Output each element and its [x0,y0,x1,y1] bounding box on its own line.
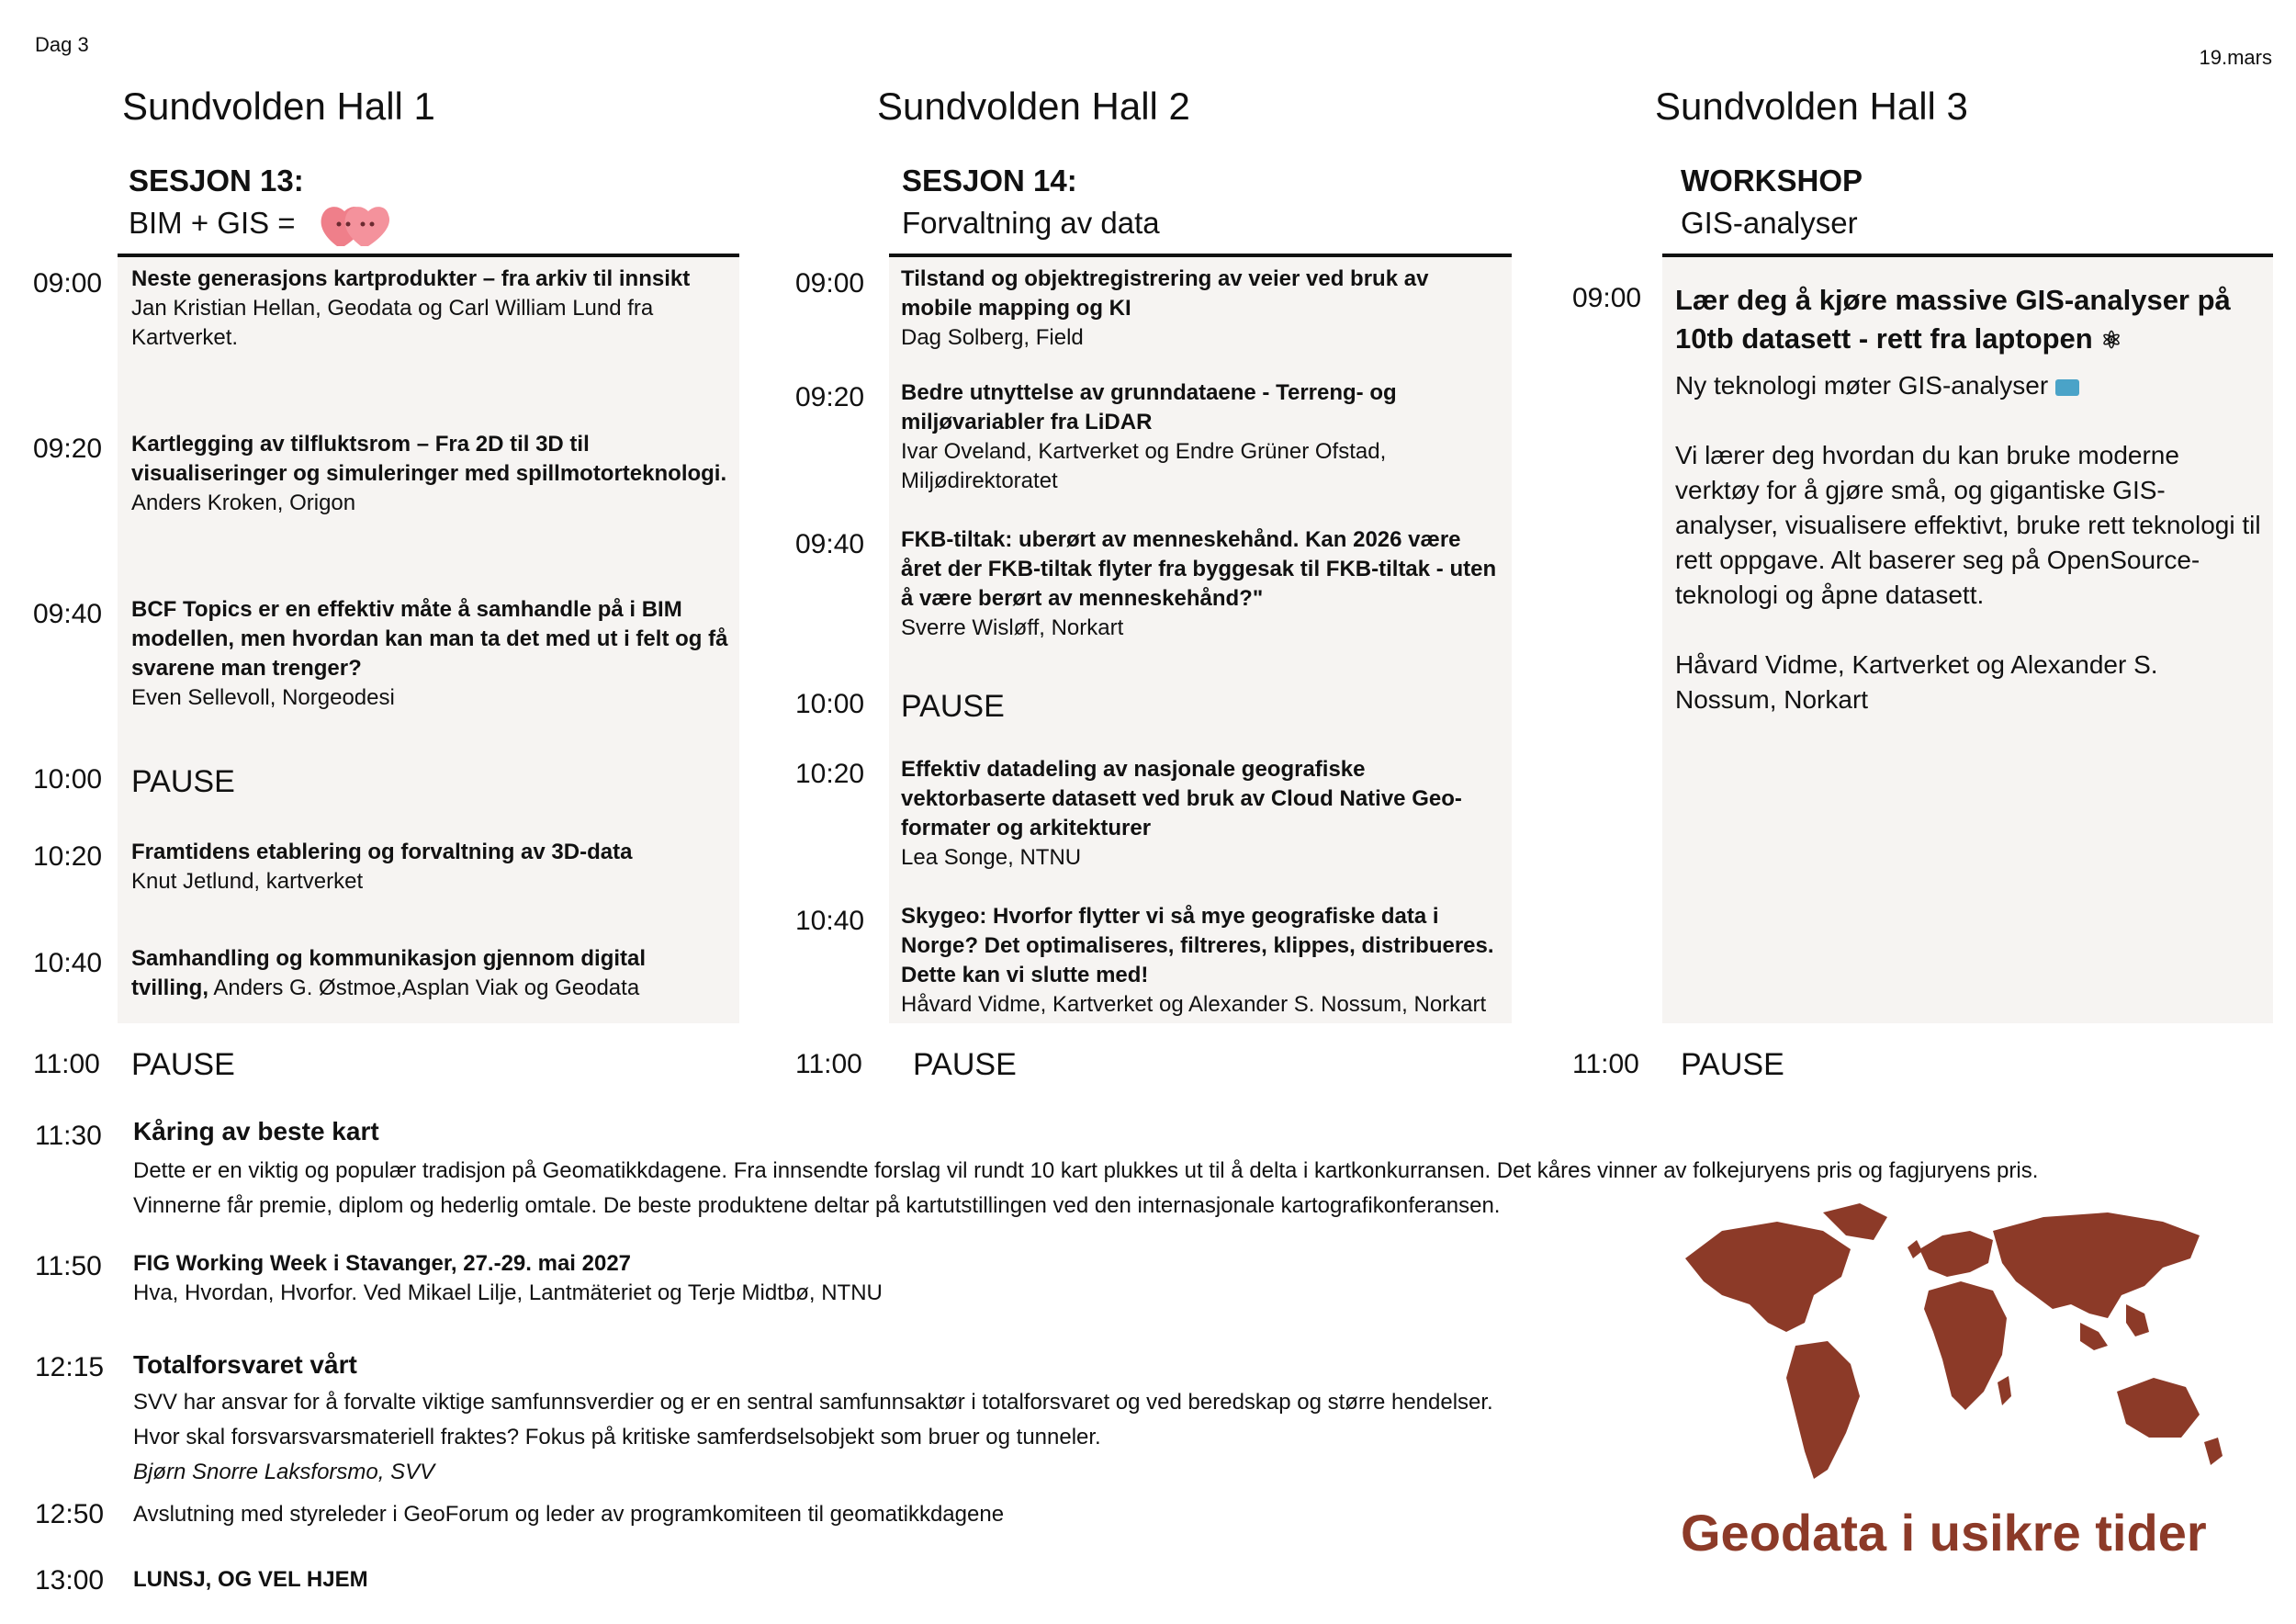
talk-title: Kartlegging av tilfluktsrom – Fra 2D til 3D til visualiseringer og simuleringer med spillmotorteknologi. [131,432,727,486]
workshop-talk-title-text: Lær deg å kjøre massive GIS-analyser på 10tb datasett - rett fra laptopen [1675,284,2231,355]
h1-time-1040: 10:40 [33,948,103,978]
workshop-subtitle-text: Ny teknologi møter GIS-analyser [1675,371,2049,400]
session-13-code: SESJON 13: [129,164,304,197]
h1-time-1100: 11:00 [33,1049,100,1079]
h1-talk-2 [131,430,728,518]
talk-speakers: Ivar Oveland, Kartverket og Endre Grüner Ofstad, Miljødirektoratet [901,439,1387,493]
h1-time-0920: 09:20 [33,434,103,464]
workshop-description: Vi lærer deg hvordan du kan bruke moderne verktøy for å gjøre små, og gigantiske GIS-analyser, visualisere effektivt, bruke rett teknologi til rett oppgave. Alt baserer seg på OpenSource-teknologi og åpne datasett. [1675,441,2261,609]
talk-speakers: Even Sellevoll, Norgeodesi [131,685,395,710]
h2-talk-2 [901,378,1503,496]
h1-talk-4 [131,838,728,897]
talk-speakers: Dag Solberg, Field [901,325,1084,350]
h2-time-1000: 10:00 [795,689,865,719]
h2-pause-1100: PAUSE [913,1047,1017,1082]
h2-time-0900: 09:00 [795,268,865,299]
hall-2-name: Sundvolden Hall 2 [877,85,1190,128]
h1-time-0940: 09:40 [33,599,103,629]
plenary-title: FIG Working Week i Stavanger, 27.-29. mai 2027 [133,1251,632,1276]
h2-talk-4 [901,755,1503,873]
h2-time-0940: 09:40 [795,529,865,559]
h1-time-0900: 09:00 [33,268,103,299]
talk-speakers: Håvard Vidme, Kartverket og Alexander S. Nossum, Norkart [901,992,1487,1017]
session-13-title: BIM + GIS = [129,206,296,240]
h2-time-0920: 09:20 [795,382,865,412]
hall-3-name: Sundvolden Hall 3 [1655,85,1968,128]
talk-speakers: Anders G. Østmoe,Asplan Viak og Geodata [208,976,640,1000]
h2-time-1100: 11:00 [795,1049,862,1079]
talk-title: FKB-tiltak: uberørt av menneskehånd. Kan 2026 være året der FKB-tiltak flyter fra byggesak til FKB-tiltak - uten å være berørt av menneskehånd?" [901,527,1497,611]
talk-speakers: Lea Songe, NTNU [901,845,1082,870]
plenary-line: SVV har ansvar for å forvalte viktige samfunnsverdier og er en sentral samfunnsaktør i totalforsvaret og ved beredskap og større hendelser. [133,1390,1493,1415]
plenary-line: Hvor skal forsvarsvarsmateriell fraktes? Fokus på kritiske samferdselsobjekt som bruer og tunneler. [133,1425,1101,1449]
h1-talk-3 [131,595,728,713]
h1-time-1000: 10:00 [33,764,103,795]
h1-time-1020: 10:20 [33,841,103,872]
plenary-title: Totalforsvaret vårt [133,1350,357,1379]
talk-title: BCF Topics er en effektiv måte å samhandle på i BIM modellen, men hvordan kan man ta det med ut i felt og få svarene man trenger? [131,597,728,681]
h2-pause-1000: PAUSE [901,689,1005,724]
plenary-line: Hva, Hvordan, Hvorfor. Ved Mikael Lilje, Lantmäteriet og Terje Midtbø, NTNU [133,1280,883,1305]
h2-talk-1 [901,265,1503,353]
h2-talk-3 [901,525,1503,643]
talk-title: Framtidens etablering og forvaltning av 3D-data [131,840,633,864]
talk-title: Effektiv datadeling av nasjonale geografiske vektorbaserte datasett ved bruk av Cloud Native Geo-formater og arkitekturer [901,757,1462,840]
h1-talk-5 [131,944,728,1003]
brain-heart-icon [317,198,390,254]
talk-speakers: Knut Jetlund, kartverket [131,869,364,894]
plenary-line: Dette er en viktig og populær tradisjon på Geomatikkdagene. Fra innsendte forslag vil rundt 10 kart plukkes ut til å delta i kartkonkurransen. Det kåres vinner av folkejuryens pris og fagjuryens pris. [133,1158,2039,1183]
hall-1-name: Sundvolden Hall 1 [122,85,435,128]
date-label: 19.mars [2199,46,2272,69]
event-slogan: Geodata i usikre tider [1681,1504,2207,1562]
h3-pause-1100: PAUSE [1681,1047,1784,1082]
session-14-title: Forvaltning av data [902,206,1160,240]
h1-pause-1100: PAUSE [131,1047,235,1082]
plenary-item-totalforsvar [133,1350,1694,1490]
talk-speakers: Sverre Wisløff, Norkart [901,615,1124,640]
workshop-code: WORKSHOP [1681,164,1863,197]
day-label: Dag 3 [35,33,89,56]
h3-time-1100: 11:00 [1572,1049,1639,1079]
h3-time-0900: 09:00 [1572,283,1642,313]
talk-title: Skygeo: Hvorfor flytter vi så mye geografiske data i Norge? Det optimaliseres, filtreres, klippes, distribueres. Dette kan vi slutte med! [901,904,1494,987]
workshop-subtitle [1675,368,2263,403]
talk-title: Neste generasjons kartprodukter – fra arkiv til innsikt [131,266,691,291]
session-14-code: SESJON 14: [902,164,1077,197]
plenary-author: Bjørn Snorre Laksforsmo, SVV [133,1460,435,1484]
workshop-content [1675,281,2263,717]
talk-speakers: Anders Kroken, Origon [131,491,356,515]
workshop-title: GIS-analyser [1681,206,1858,240]
talk-speakers: Jan Kristian Hellan, Geodata og Carl William Lund fra Kartverket. [131,296,654,350]
plenary-time-1215: 12:15 [35,1352,105,1382]
h2-time-1020: 10:20 [795,759,865,789]
plenary-closing: Avslutning med styreleder i GeoForum og leder av programkomiteen til geomatikkdagene [133,1502,1005,1527]
map-icon [2055,379,2079,396]
workshop-talk-title [1675,281,2263,359]
plenary-lunch: LUNSJ, OG VEL HJEM [133,1567,368,1592]
h2-time-1040: 10:40 [795,906,865,936]
plenary-time-1150: 11:50 [35,1251,102,1281]
h1-pause-1000: PAUSE [131,764,235,799]
plenary-title: Kåring av beste kart [133,1117,379,1145]
mind-blown-icon: ⚛ [2100,326,2122,354]
talk-title: Bedre utnyttelse av grunndataene - Terreng- og miljøvariabler fra LiDAR [901,380,1397,434]
talk-title: Samhandling og kommunikasjon gjennom digital tvilling, [131,946,647,1000]
h1-talk-1 [131,265,728,353]
plenary-time-1300: 13:00 [35,1565,105,1596]
workshop-speakers: Håvard Vidme, Kartverket og Alexander S. Nossum, Norkart [1675,650,2158,714]
h2-talk-5 [901,902,1507,1020]
world-map-icon [1667,1194,2236,1502]
plenary-item-fig [133,1249,1694,1308]
plenary-time-1250: 12:50 [35,1499,105,1529]
plenary-time-1130: 11:30 [35,1121,102,1151]
plenary-line: Vinnerne får premie, diplom og hederlig omtale. De beste produktene deltar på kartutstillingen ved den internasjonale kartografikonferansen. [133,1193,1501,1218]
talk-title: Tilstand og objektregistrering av veier ved bruk av mobile mapping og KI [901,266,1429,321]
